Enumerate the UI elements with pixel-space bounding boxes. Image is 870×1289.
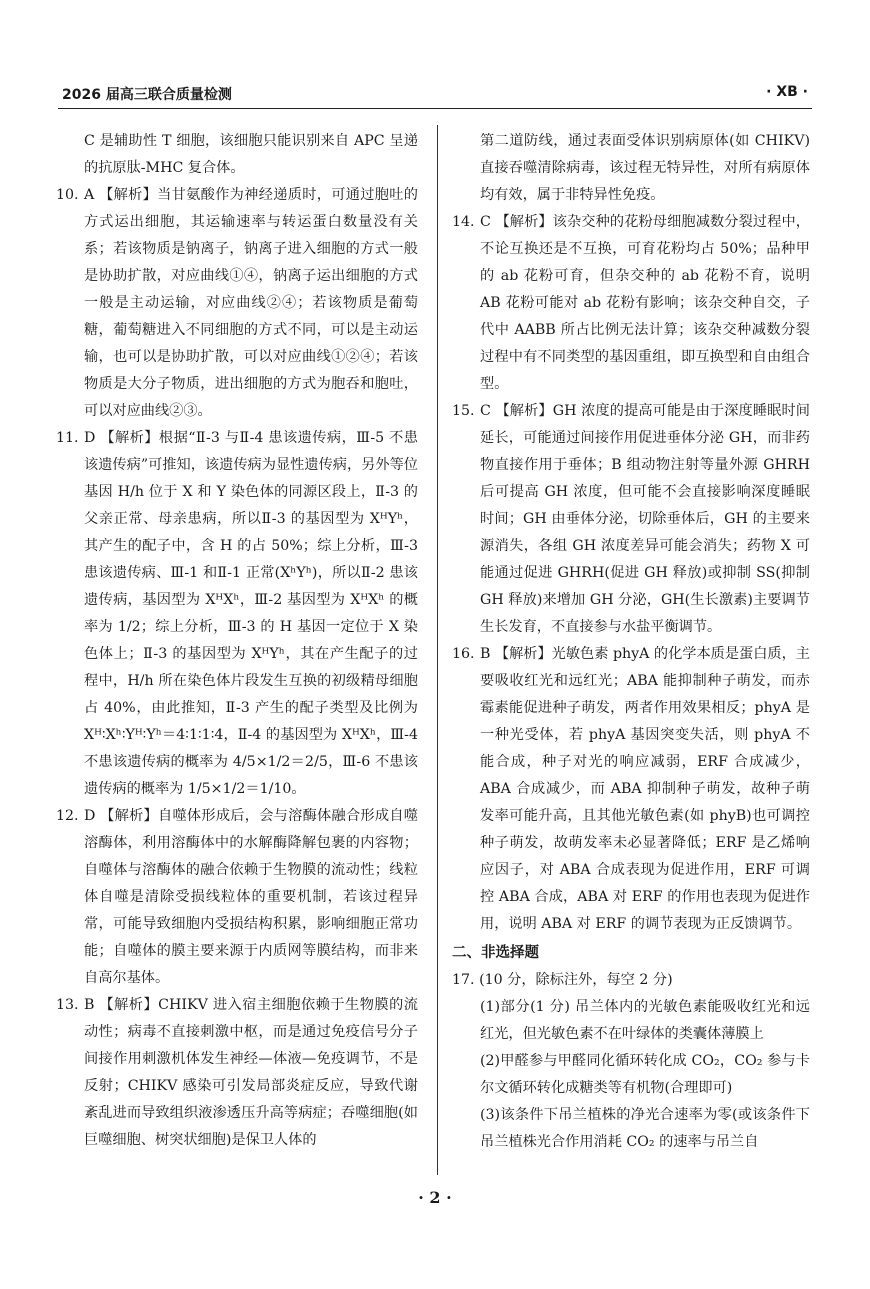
answer-item — [56, 425, 418, 803]
exam-code: · XB · — [766, 84, 808, 100]
question-number: 12. — [56, 808, 79, 824]
answer-text: D 【解析】根据“Ⅱ-3 与Ⅱ-4 患该遗传病，Ⅲ-5 不患该遗传病”可推知，该遗传病为显性遗传病，另外等位基因 H/h 位于 X 和 Y 染色体的同源区段上，Ⅱ-3 的父亲正常、母亲患病，所以Ⅱ-3 的基因型为 XᴴYʰ，其产生的配子中，含 H 的占 50%；综上分析，Ⅲ-3 患该遗传病、Ⅲ-1 和Ⅱ-1 正常(XʰYʰ)，所以Ⅱ-2 患该遗传病，基因型为 XᴴXʰ，Ⅲ-2 基因型为 XᴴXʰ 的概率为 1/2；综上分析，Ⅲ-3 的 H 基因一定位于 X 染色体上；Ⅱ-3 的基因型为 XᴴYʰ，其在产生配子的过程中，H/h 所在染色体片段发生互换的初级精母细胞占 40%，由此推知，Ⅱ-3 产生的配子类型及比例为 Xᴴ∶Xʰ∶Yᴴ∶Yʰ＝4∶1∶1∶4，Ⅱ-4 的基因型为 XᴴXʰ，Ⅲ-4 不患该遗传病的概率为 4/5×1/2＝2/5，Ⅲ-6 不患该遗传病的概率为 1/5×1/2＝1/10。 — [84, 430, 418, 797]
page-header — [58, 80, 812, 109]
question-number: 13. — [56, 997, 79, 1013]
question-number: 11. — [56, 430, 79, 446]
question-number: 15. — [452, 403, 475, 419]
answer-text: 第二道防线，通过表面受体识别病原体(如 CHIKV)直接吞噬清除病毒，该过程无特异性，对所有病原体均有效，属于非特异性免疫。 — [480, 133, 810, 203]
left-column — [56, 128, 418, 1154]
answer-text: B 【解析】CHIKV 进入宿主细胞依赖于生物膜的流动性；病毒不直接刺激中枢，而是通过免疫信号分子间接作用刺激机体发生神经—体液—免疫调节，不是反射；CHIKV 感染可引发局部炎症反应，导致代谢紊乱进而导致组织液渗透压升高等病症；吞噬细胞(如巨噬细胞、树突状细胞)是保卫人体的 — [84, 997, 418, 1148]
answer-text: C 是辅助性 T 细胞，该细胞只能识别来自 APC 呈递的抗原肽-MHC 复合体。 — [84, 133, 418, 176]
answer-item — [56, 803, 418, 992]
answer-item — [452, 398, 810, 641]
answer-item — [60, 128, 418, 182]
question-17-part-1: (1)部分(1 分) 吊兰体内的光敏色素能吸收红光和远红光，但光敏色素不在叶绿体的类囊体薄膜上 — [480, 999, 810, 1042]
question-17-title: 17. (10 分，除标注外，每空 2 分) — [452, 972, 673, 988]
answer-text: C 【解析】GH 浓度的提高可能是由于深度睡眠时间延长，可能通过间接作用促进垂体分泌 GH，而非药物直接作用于垂体；B 组动物注射等量外源 GHRH 后可提高 GH 浓度，但可能不会直接影响深度睡眠时间；GH 由垂体分泌，切除垂体后，GH 的主要来源消失，各组 GH 浓度差异可能会消失；药物 X 可能通过促进 GHRH(促进 GH 释放)或抑制 SS(抑制 GH 释放)来增加 GH 分泌，GH(生长激素)主要调节生长发育，不直接参与水盐平衡调节。 — [480, 403, 810, 635]
answer-text: C 【解析】该杂交种的花粉母细胞减数分裂过程中，不论互换还是不互换，可育花粉均占 50%；品种甲的 ab 花粉可育，但杂交种的 ab 花粉不育，说明 AB 花粉可能对 ab 花粉有影响；该杂交种自交，子代中 AABB 所占比例无法计算；该杂交种减数分裂过程中有不同类型的基因重组，即互换型和自由组合型。 — [480, 214, 810, 392]
page-number: · 2 · — [418, 1188, 452, 1207]
answer-item — [56, 182, 418, 425]
question-number: 16. — [452, 646, 475, 662]
exam-title: 2026 届高三联合质量检测 — [62, 87, 232, 103]
answer-item — [56, 992, 418, 1154]
question-number: 14. — [452, 214, 475, 230]
question-17-part-2: (2)甲醛参与甲醛同化循环转化成 CO₂，CO₂ 参与卡尔文循环转化成糖类等有机物(合理即可) — [480, 1053, 810, 1096]
answer-text: A 【解析】当甘氨酸作为神经递质时，可通过胞吐的方式运出细胞，其运输速率与转运蛋白数量没有关系；若该物质是钠离子，钠离子进入细胞的方式一般是协助扩散，对应曲线①④，钠离子运出细胞的方式一般是主动运输，对应曲线②④；若该物质是葡萄糖，葡萄糖进入不同细胞的方式不同，可以是主动运输，也可以是协助扩散，可以对应曲线①②④；若该物质是大分子物质，进出细胞的方式为胞吞和胞吐，可以对应曲线②③。 — [84, 187, 418, 419]
answer-text: B 【解析】光敏色素 phyA 的化学本质是蛋白质，主要吸收红光和远红光；ABA 能抑制种子萌发，而赤霉素能促进种子萌发，两者作用效果相反；phyA 是一种光受体，若 phyA 基因突变失活，则 phyA 不能合成，种子对光的响应减弱，ERF 合成减少，ABA 合成减少，而 ABA 抑制种子萌发，故种子萌发率可能升高，且其他光敏色素(如 phyB)也可调控种子萌发，故萌发率未必显著降低；ERF 是乙烯响应因子，对 ABA 合成表现为促进作用，ERF 可调控 ABA 合成，ABA 对 ERF 的作用也表现为促进作用，说明 ABA 对 ERF 的调节表现为正反馈调节。 — [480, 646, 810, 932]
answer-text: D 【解析】自噬体形成后，会与溶酶体融合形成自噬溶酶体，利用溶酶体中的水解酶降解包裹的内容物；自噬体与溶酶体的融合依赖于生物膜的流动性；线粒体自噬是清除受损线粒体的重要机制，若该过程异常，可能导致细胞内受损结构积累，影响细胞正常功能；自噬体的膜主要来源于内质网等膜结构，而非来自高尔基体。 — [84, 808, 418, 986]
question-17-part-3: (3)该条件下吊兰植株的净光合速率为零(或该条件下吊兰植株光合作用消耗 CO₂ 的速率与吊兰自 — [480, 1107, 810, 1150]
answer-item — [452, 209, 810, 398]
answer-item — [452, 641, 810, 938]
section-heading: 二、非选择题 — [452, 945, 539, 961]
answer-item — [456, 128, 810, 209]
right-column — [452, 128, 810, 1156]
question-number: 10. — [56, 187, 79, 203]
column-divider — [437, 125, 438, 1175]
